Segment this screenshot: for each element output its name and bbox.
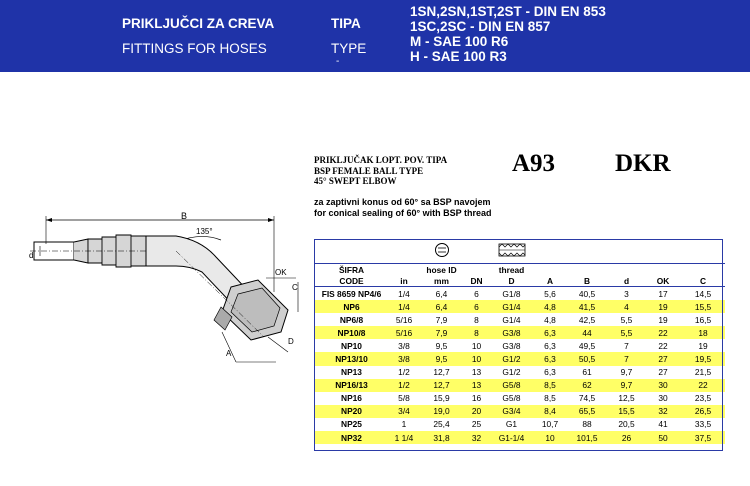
cell-mm: 25,4 <box>433 419 450 430</box>
cell-dn: 10 <box>464 352 489 365</box>
header-hose-id: hose ID <box>426 264 457 275</box>
cell-d: 20,5 <box>618 419 635 430</box>
cell-c: 37,5 <box>681 431 725 444</box>
cell-a: 4,8 <box>534 300 566 313</box>
cell-c: 26,5 <box>681 405 725 418</box>
cell-dn: 32 <box>464 431 489 444</box>
thread-icon <box>498 243 526 257</box>
cell-mm: 6,4 <box>435 288 448 299</box>
header-c: C <box>681 275 725 287</box>
header-thread: thread <box>498 264 525 275</box>
label-b: B <box>181 212 188 221</box>
cell-mm: 19,0 <box>419 405 464 418</box>
cell-a: 6,3 <box>534 326 566 339</box>
cell-dn: 8 <box>464 326 489 339</box>
cell-code: NP6 <box>314 300 389 313</box>
cell-d: 5,5 <box>620 314 633 325</box>
dimensions-table <box>314 239 725 444</box>
cell-thread: G1 <box>505 419 518 430</box>
cell-code: NP32 <box>314 431 389 444</box>
cell-c: 14,5 <box>694 288 712 299</box>
cell-a: 10,7 <box>541 419 559 430</box>
title-english: FITTINGS FOR HOSES <box>122 41 267 56</box>
label-angle: 135° <box>196 227 213 236</box>
cell-in: 3/8 <box>398 340 410 351</box>
label-ok: OK <box>275 268 287 277</box>
cell-code: NP25 <box>341 419 362 430</box>
header-band <box>0 0 750 72</box>
cell-d: 12,5 <box>618 393 635 404</box>
cell-code: NP6/8 <box>339 314 364 325</box>
cell-b: 41,5 <box>566 300 608 313</box>
table-row <box>314 339 725 352</box>
cell-thread: G1/2 <box>489 352 534 365</box>
cell-d: 9,7 <box>620 367 633 378</box>
label-d-thread: D <box>288 337 294 346</box>
cell-a: 6,3 <box>534 352 566 365</box>
cell-ok: 30 <box>645 379 681 392</box>
cell-a: 10 <box>534 431 566 444</box>
cell-in: 1 1/4 <box>389 431 419 444</box>
cell-thread: G3/4 <box>489 405 534 418</box>
cell-thread: G1/8 <box>502 288 521 299</box>
cell-d: 4 <box>608 300 645 313</box>
cell-b: 62 <box>566 379 608 392</box>
cell-ok: 17 <box>658 288 668 299</box>
table-row <box>314 326 725 339</box>
table-row <box>314 418 725 431</box>
table-row <box>314 431 725 444</box>
cell-code: NP16/13 <box>314 379 389 392</box>
product-family: DKR <box>615 150 671 177</box>
header-sifra: ŠIFRA <box>338 264 365 275</box>
cell-in: 1/4 <box>398 288 410 299</box>
leader-line <box>268 337 288 352</box>
cell-in: 3/4 <box>389 405 419 418</box>
cell-code: FIS 8659 NP4/6 <box>321 288 382 299</box>
spec-line: M - SAE 100 R6 <box>410 34 509 49</box>
spec-line: 1SN,2SN,1ST,2ST - DIN EN 853 <box>410 4 606 19</box>
cell-dn: 10 <box>471 340 482 351</box>
thread-icon-cell <box>489 239 534 264</box>
header-a: A <box>534 275 566 287</box>
cell-mm: 15,9 <box>433 393 450 404</box>
table-row <box>314 352 725 365</box>
cell-mm: 7,9 <box>419 326 464 339</box>
product-name <box>314 155 447 187</box>
label-d: d <box>29 251 34 260</box>
cell-in: 5/16 <box>395 314 413 325</box>
cell-code: NP13/10 <box>314 352 389 365</box>
cell-c: 15,5 <box>681 300 725 313</box>
product-name-line: PRIKLJUČAK LOPT. POV. TIPA <box>314 155 448 165</box>
cell-code: NP20 <box>314 405 389 418</box>
table-body <box>314 287 725 445</box>
cell-a: 8,4 <box>534 405 566 418</box>
cell-code: NP16 <box>341 393 362 404</box>
product-code: A93 <box>512 150 556 177</box>
cell-mm: 6,4 <box>419 300 464 313</box>
hose-id-icon <box>434 242 450 258</box>
cell-dn: 13 <box>471 367 482 378</box>
type-label-english: TYPE <box>331 41 367 56</box>
cell-ok: 22 <box>658 340 668 351</box>
header-mm: mm <box>419 275 464 287</box>
cell-ok: 19 <box>645 300 681 313</box>
cell-b: 50,5 <box>566 352 608 365</box>
header-dn: DN <box>464 275 489 287</box>
spec-line: H - SAE 100 R3 <box>410 49 507 64</box>
cell-ok: 27 <box>645 352 681 365</box>
cell-in: 1/4 <box>389 300 419 313</box>
cell-b: 49,5 <box>578 340 596 351</box>
cell-dn: 6 <box>464 300 489 313</box>
cell-mm: 9,5 <box>435 340 448 351</box>
cell-in: 5/8 <box>398 393 410 404</box>
cell-c: 19,5 <box>681 352 725 365</box>
table-row <box>314 392 725 405</box>
sealing-note-line: for conical sealing of 60° with BSP thread <box>314 208 492 218</box>
table-row <box>314 313 725 326</box>
table-row <box>314 300 725 313</box>
cell-mm: 12,7 <box>433 367 450 378</box>
cell-b: 44 <box>566 326 608 339</box>
header-code: CODE <box>314 275 389 287</box>
table-row <box>314 405 725 418</box>
header-thread-d: D <box>489 275 534 287</box>
cell-dn: 6 <box>474 288 479 299</box>
header-b: B <box>566 275 608 287</box>
cell-thread: G1-1/4 <box>489 431 534 444</box>
cell-thread: G5/8 <box>502 393 521 404</box>
cell-d: 3 <box>624 288 629 299</box>
cell-in: 1/2 <box>398 367 410 378</box>
cell-d: 7 <box>608 352 645 365</box>
label-a: A <box>226 349 232 358</box>
cell-b: 74,5 <box>578 393 596 404</box>
cell-ok: 32 <box>645 405 681 418</box>
cell-a: 8,5 <box>534 379 566 392</box>
cell-c: 18 <box>681 326 725 339</box>
type-label-local: TIPA <box>331 16 361 31</box>
cell-thread: G1/4 <box>489 300 534 313</box>
cell-d: 15,5 <box>608 405 645 418</box>
cell-b: 101,5 <box>566 431 608 444</box>
cell-c: 22 <box>681 379 725 392</box>
header-row <box>314 275 725 287</box>
label-c: C <box>292 283 298 292</box>
cell-d: 9,7 <box>608 379 645 392</box>
cell-thread: G1/4 <box>502 314 521 325</box>
cell-a: 6,3 <box>544 367 556 378</box>
cell-mm: 12,7 <box>419 379 464 392</box>
cell-thread: G3/8 <box>489 326 534 339</box>
sealing-note-line: za zaptivni konus od 60° sa BSP navojem <box>314 197 491 207</box>
cell-dn: 25 <box>471 419 482 430</box>
cell-thread: G3/8 <box>502 340 521 351</box>
cell-d: 26 <box>608 431 645 444</box>
cell-in: 1 <box>401 419 407 430</box>
cell-d: 7 <box>624 340 629 351</box>
table-row <box>314 366 725 379</box>
cell-ok: 41 <box>658 419 668 430</box>
cell-a: 8,5 <box>544 393 556 404</box>
cell-d: 5,5 <box>608 326 645 339</box>
cell-thread: G1/2 <box>502 367 521 378</box>
cell-thread: G5/8 <box>489 379 534 392</box>
cell-in: 3/8 <box>389 352 419 365</box>
cell-dn: 20 <box>464 405 489 418</box>
cell-a: 6,3 <box>544 340 556 351</box>
cell-c: 21,5 <box>694 367 712 378</box>
arrow-head <box>46 218 52 222</box>
cell-c: 23,5 <box>694 393 712 404</box>
cell-b: 65,5 <box>566 405 608 418</box>
product-name-line: 45° SWEPT ELBOW <box>314 176 397 186</box>
cell-a: 4,8 <box>544 314 556 325</box>
cell-dn: 16 <box>471 393 482 404</box>
header-row-top <box>314 264 725 276</box>
cell-mm: 7,9 <box>435 314 448 325</box>
sealing-note <box>314 197 491 219</box>
cell-ok: 19 <box>658 314 668 325</box>
cell-dn: 8 <box>474 314 479 325</box>
title-local: PRIKLJUČCI ZA CREVA <box>122 16 275 31</box>
header-mark: - <box>336 56 340 67</box>
cell-ok: 50 <box>645 431 681 444</box>
header-in: in <box>389 275 419 287</box>
icon-row <box>314 239 725 264</box>
cell-code: NP10/8 <box>314 326 389 339</box>
cell-dn: 13 <box>464 379 489 392</box>
cell-ok: 27 <box>658 367 668 378</box>
cell-mm: 31,8 <box>419 431 464 444</box>
cell-a: 5,6 <box>544 288 556 299</box>
cell-mm: 9,5 <box>419 352 464 365</box>
table-row <box>314 379 725 392</box>
table-row <box>314 287 725 301</box>
cell-b: 42,5 <box>578 314 596 325</box>
cell-ok: 30 <box>658 393 668 404</box>
header-d-small: d <box>608 275 645 287</box>
cell-b: 61 <box>582 367 592 378</box>
cell-code: NP13 <box>341 367 362 378</box>
arrow-head <box>268 218 274 222</box>
product-name-line: BSP FEMALE BALL TYPE <box>314 165 424 176</box>
cell-ok: 22 <box>645 326 681 339</box>
cell-in: 5/16 <box>389 326 419 339</box>
hose-icon-cell <box>419 239 464 264</box>
spec-line: 1SC,2SC - DIN EN 857 <box>410 19 551 34</box>
fitting-drawing <box>26 212 311 382</box>
cell-c: 16,5 <box>694 314 712 325</box>
header-ok: OK <box>645 275 681 287</box>
cell-b: 88 <box>582 419 592 430</box>
cell-b: 40,5 <box>578 288 596 299</box>
cell-in: 1/2 <box>389 379 419 392</box>
cell-c: 19 <box>698 340 708 351</box>
cell-code: NP10 <box>341 340 362 351</box>
cell-c: 33,5 <box>694 419 712 430</box>
